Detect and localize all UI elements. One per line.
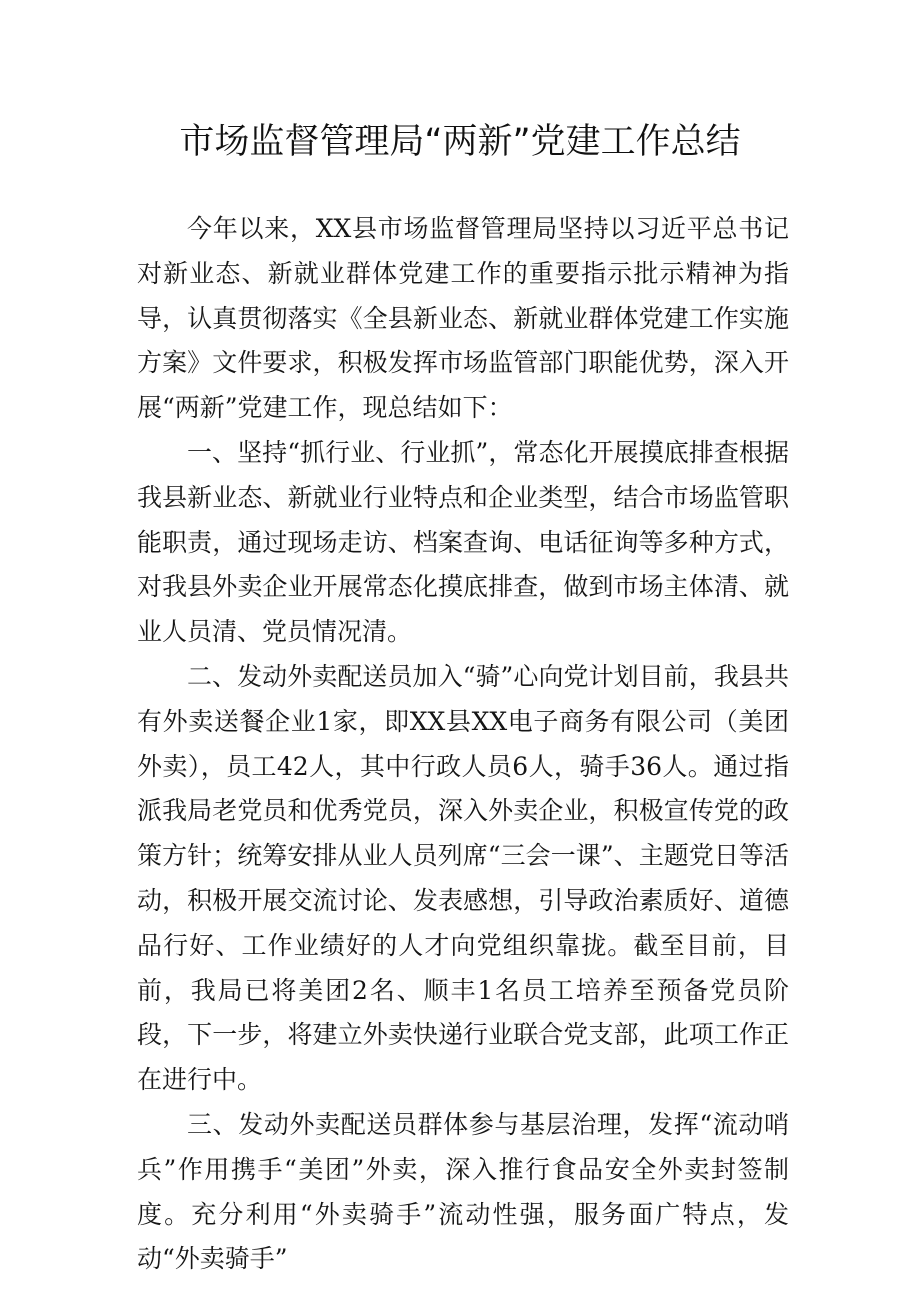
document-title: 市场监督管理局“两新”党建工作总结 [179,122,741,162]
paragraph-section-2: 二、发动外卖配送员加入“骑”心向党计划目前，我县共有外卖送餐企业1家，即XX县XX电子商务有限公司（美团外卖），员工42人，其中行政人员6人，骑手36人。通过指派我局老党员和优秀党员，深入外卖企业，积极宣传党的政策方针；统筹安排从业人员列席“三会一课”、主题党日等活动，积极开展交流讨论、发表感想，引导政治素质好、道德品行好、工作业绩好的人才向党组织靠拢。截至目前，目前，我局已将美团2名、顺丰1名员工培养至预备党员阶段，下一步，将建立外卖快递行业联合党支部，此项工作正在进行中。 [137,661,789,1095]
paragraph-section-3: 三、发动外卖配送员群体参与基层治理，发挥“流动哨兵”作用携手“美团”外卖，深入推行食品安全外卖封签制度。充分利用“外卖骑手”流动性强，服务面广特点，发动“外卖骑手” [137,1109,789,1274]
paragraph-intro: 今年以来，XX县市场监督管理局坚持以习近平总书记对新业态、新就业群体党建工作的重要指示批示精神为指导，认真贯彻落实《全县新业态、新就业群体党建工作实施方案》文件要求，积极发挥市场监管部门职能优势，深入开展“两新”党建工作，现总结如下： [137,214,789,423]
document-body [137,207,789,1282]
paragraph-section-1: 一、坚持“抓行业、行业抓”，常态化开展摸底排查根据我县新业态、新就业行业特点和企业类型，结合市场监管职能职责，通过现场走访、档案查询、电话征询等多种方式，对我县外卖企业开展常态化摸底排查，做到市场主体清、就业人员清、党员情况清。 [137,437,789,647]
